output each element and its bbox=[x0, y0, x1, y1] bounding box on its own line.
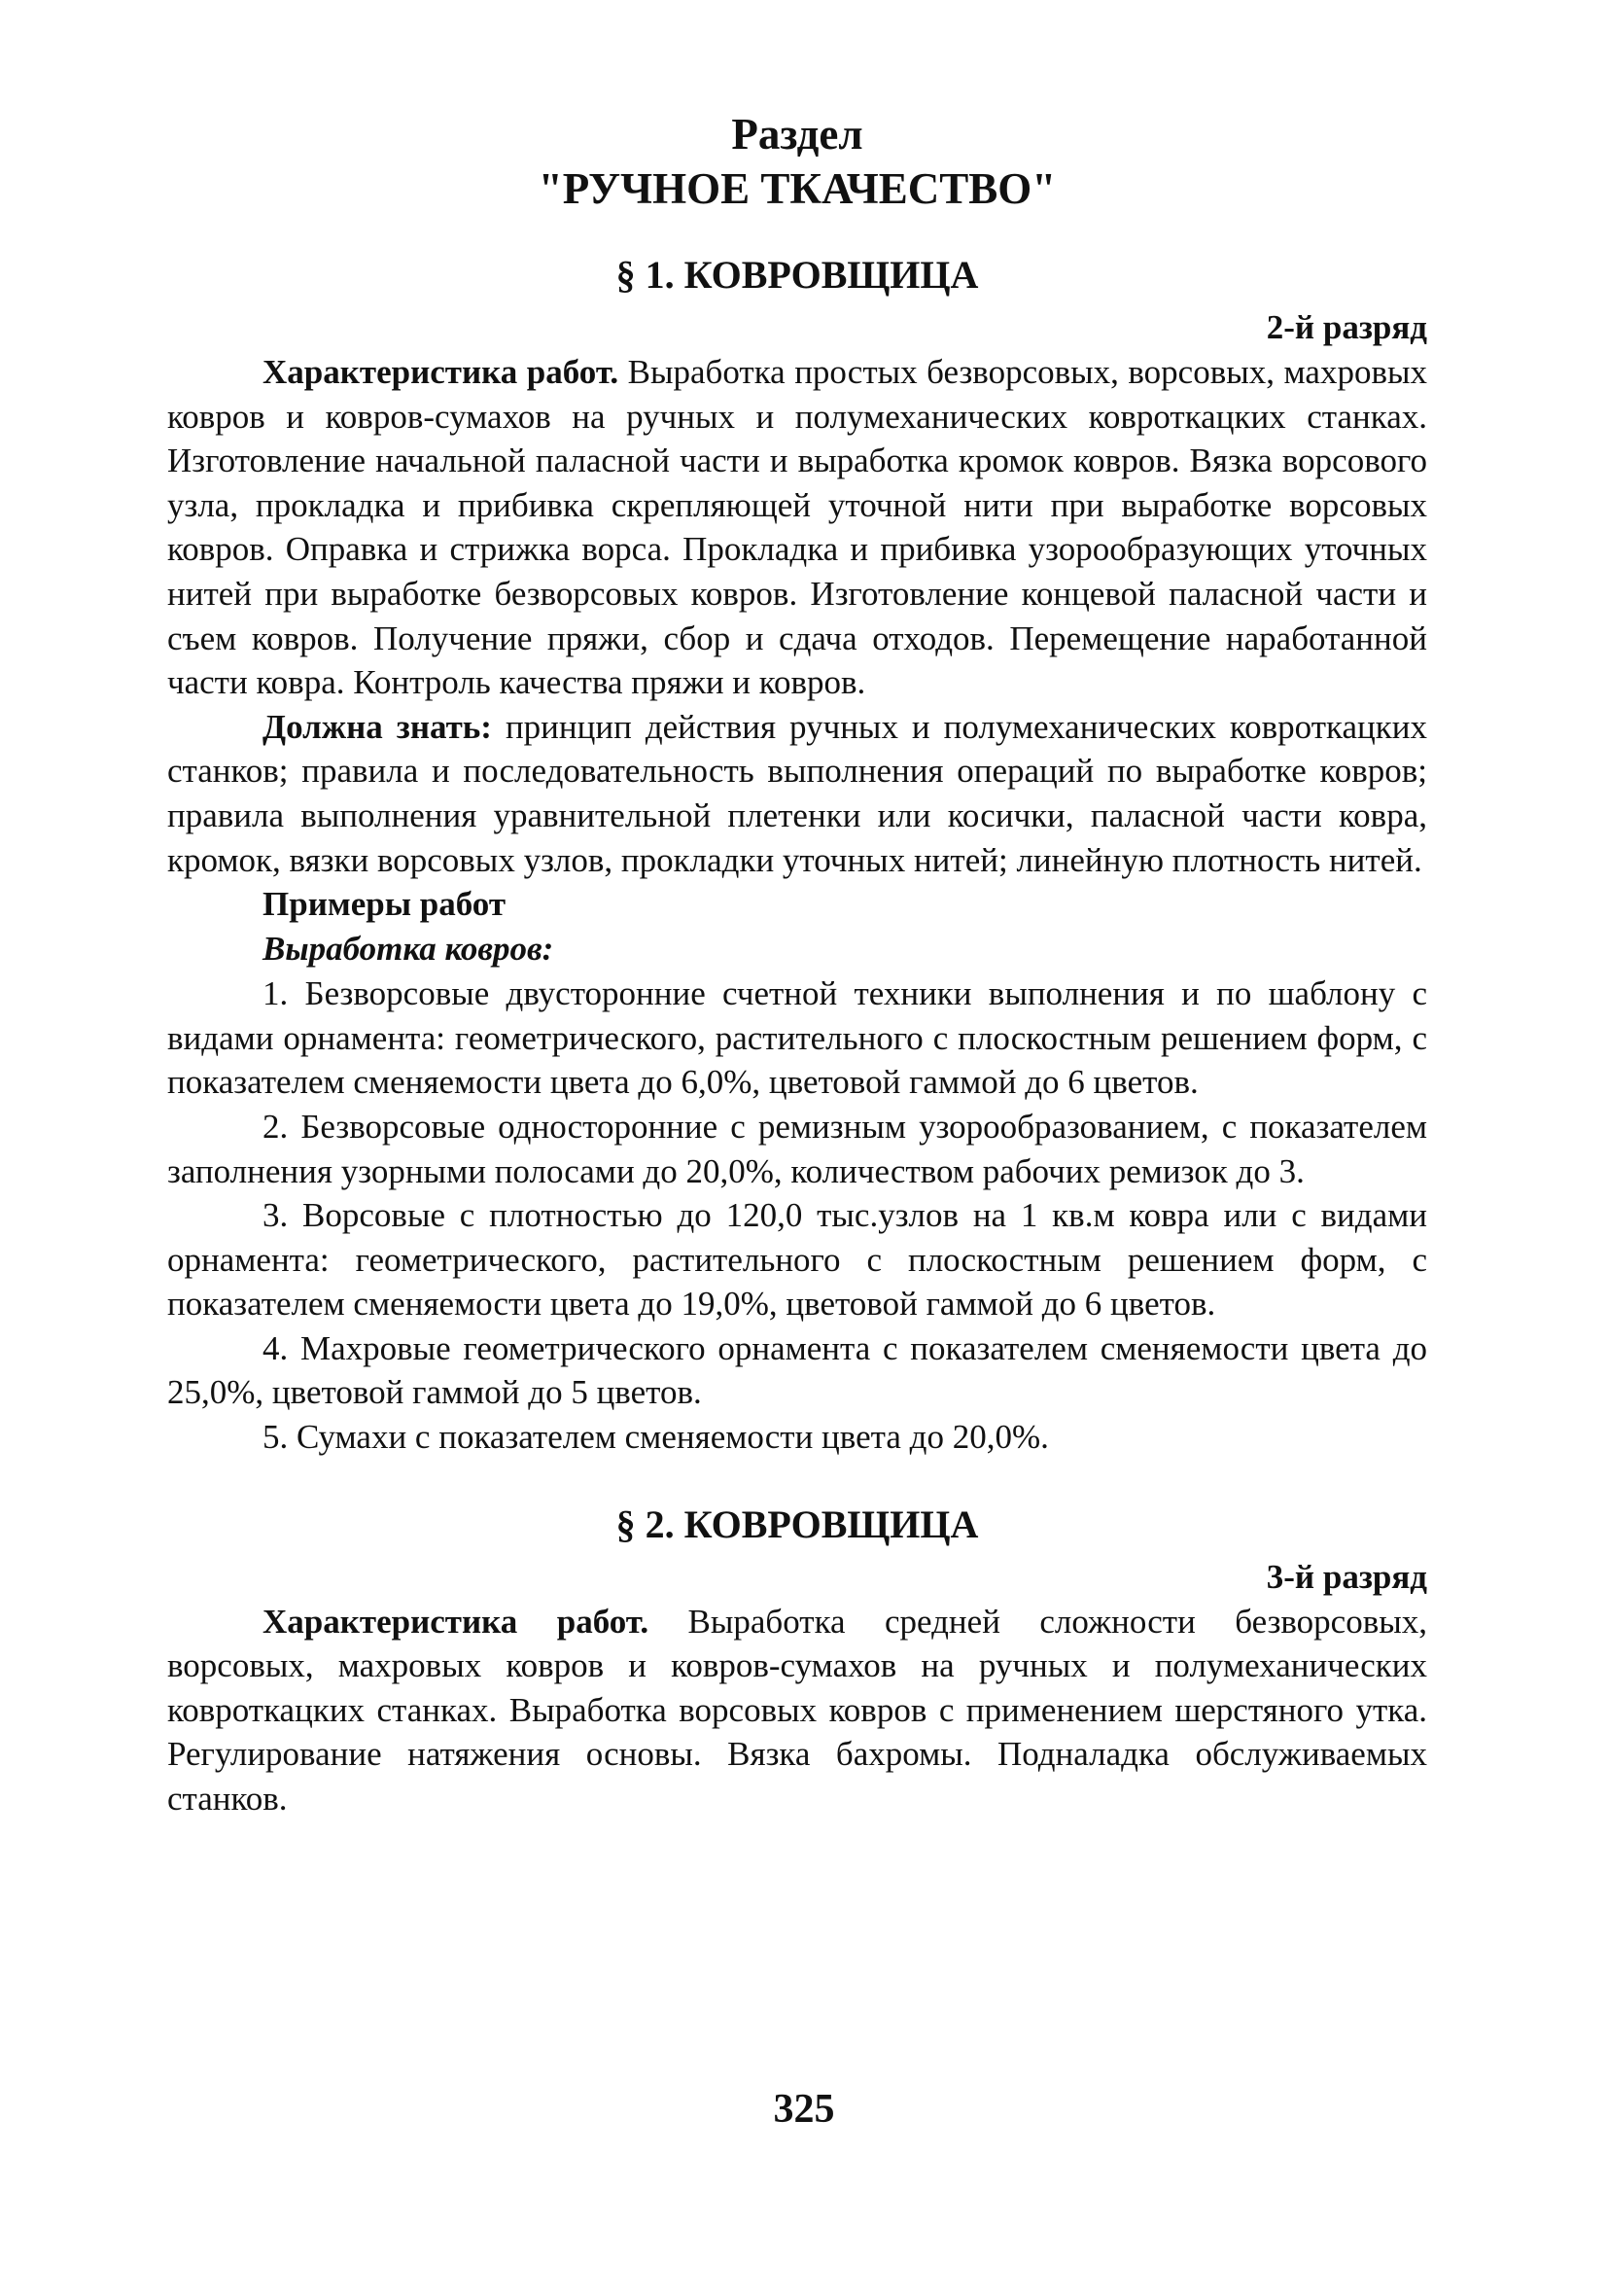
paragraph-2-grade: 3-й разряд bbox=[1266, 1557, 1427, 1596]
knowledge-lead: Должна знать: bbox=[262, 707, 492, 746]
section-title bbox=[167, 107, 1427, 216]
example-item: 5. Сумахи с показателем сменяемости цвета до 20,0%. bbox=[262, 1418, 1049, 1457]
paragraph-2-heading: § 2. КОВРОВЩИЦА bbox=[615, 1501, 979, 1546]
characteristic-text: Выработка средней сложности безворсовых, ворсовых, махровых ковров и ковров-сумахов на ручных и полумеханических ковроткацких станках. Выработка ворсовых ковров с применением шерстяного утка. Регулирование натяжения основы. Вязка бахромы. Подналадка обслуживаемых станков. bbox=[167, 1602, 1428, 1819]
paragraph-1-grade: 2-й разряд bbox=[1266, 308, 1427, 346]
example-item: 2. Безворсовые односторонние с ремизным узорообразованием, с показателем заполнения узорными полосами до 20,0%, количеством рабочих ремизок до 3. bbox=[167, 1107, 1427, 1190]
examples-title: Примеры работ bbox=[262, 885, 507, 924]
section-name: "РУЧНОЕ ТКАЧЕСТВО" bbox=[538, 164, 1057, 213]
section-label: Раздел bbox=[731, 110, 863, 159]
characteristic-text: Выработка простых безворсовых, ворсовых, махровых ковров и ковров-сумахов на ручных и полумеханических ковроткацких станках. Изготовление начальной паласной части и выработка кромок ковров. Вязка ворсового узла, прокладка и прибивка скрепляющей уточной нити при выработке ворсовых ковров. Оправка и стрижка ворса. Прокладка и прибивка узорообразующих уточных нитей при выработке безворсовых ковров. Изготовление концевой паласной части и съем ковров. Получение пряжи, сбор и сдача отходов. Перемещение наработанной части ковра. Контроль качества пряжи и ковров. bbox=[167, 353, 1427, 702]
example-item: 4. Махровые геометрического орнамента с показателем сменяемости цвета до 25,0%, цветовой гаммой до 5 цветов. bbox=[167, 1328, 1427, 1412]
paragraph-1-heading: § 1. КОВРОВЩИЦА bbox=[615, 253, 979, 297]
paragraph-2-characteristic bbox=[167, 1600, 1427, 1821]
characteristic-lead: Характеристика работ. bbox=[262, 353, 619, 391]
paragraph-1-knowledge bbox=[167, 705, 1427, 882]
example-item: 1. Безворсовые двусторонние счетной техники выполнения и по шаблону с видами орнамента: геометрического, растительного с плоскостным решением форм, с показателем сменяемости цвета до 6,0%, цветовой гаммой до 6 цветов. bbox=[167, 974, 1427, 1102]
document-page bbox=[167, 107, 1427, 1821]
page-number: 325 bbox=[773, 2087, 835, 2132]
characteristic-lead: Характеристика работ. bbox=[262, 1602, 649, 1641]
examples-subtitle: Выработка ковров: bbox=[262, 930, 554, 969]
example-item: 3. Ворсовые с плотностью до 120,0 тыс.узлов на 1 кв.м ковра или с видами орнамента: геометрического, растительного с плоскостным решением форм, с показателем сменяемости цвета до 19,0%, цветовой гаммой до 6 цветов. bbox=[167, 1196, 1427, 1324]
knowledge-text: принцип действия ручных и полумеханических ковроткацких станков; правила и последовательность выполнения операций по выработке ковров; правила выполнения уравнительной плетенки или косички, паласной части ковра, кромок, вязки ворсовых узлов, прокладки уточных нитей; линейную плотность нитей. bbox=[167, 707, 1427, 879]
paragraph-1-characteristic bbox=[167, 350, 1427, 705]
